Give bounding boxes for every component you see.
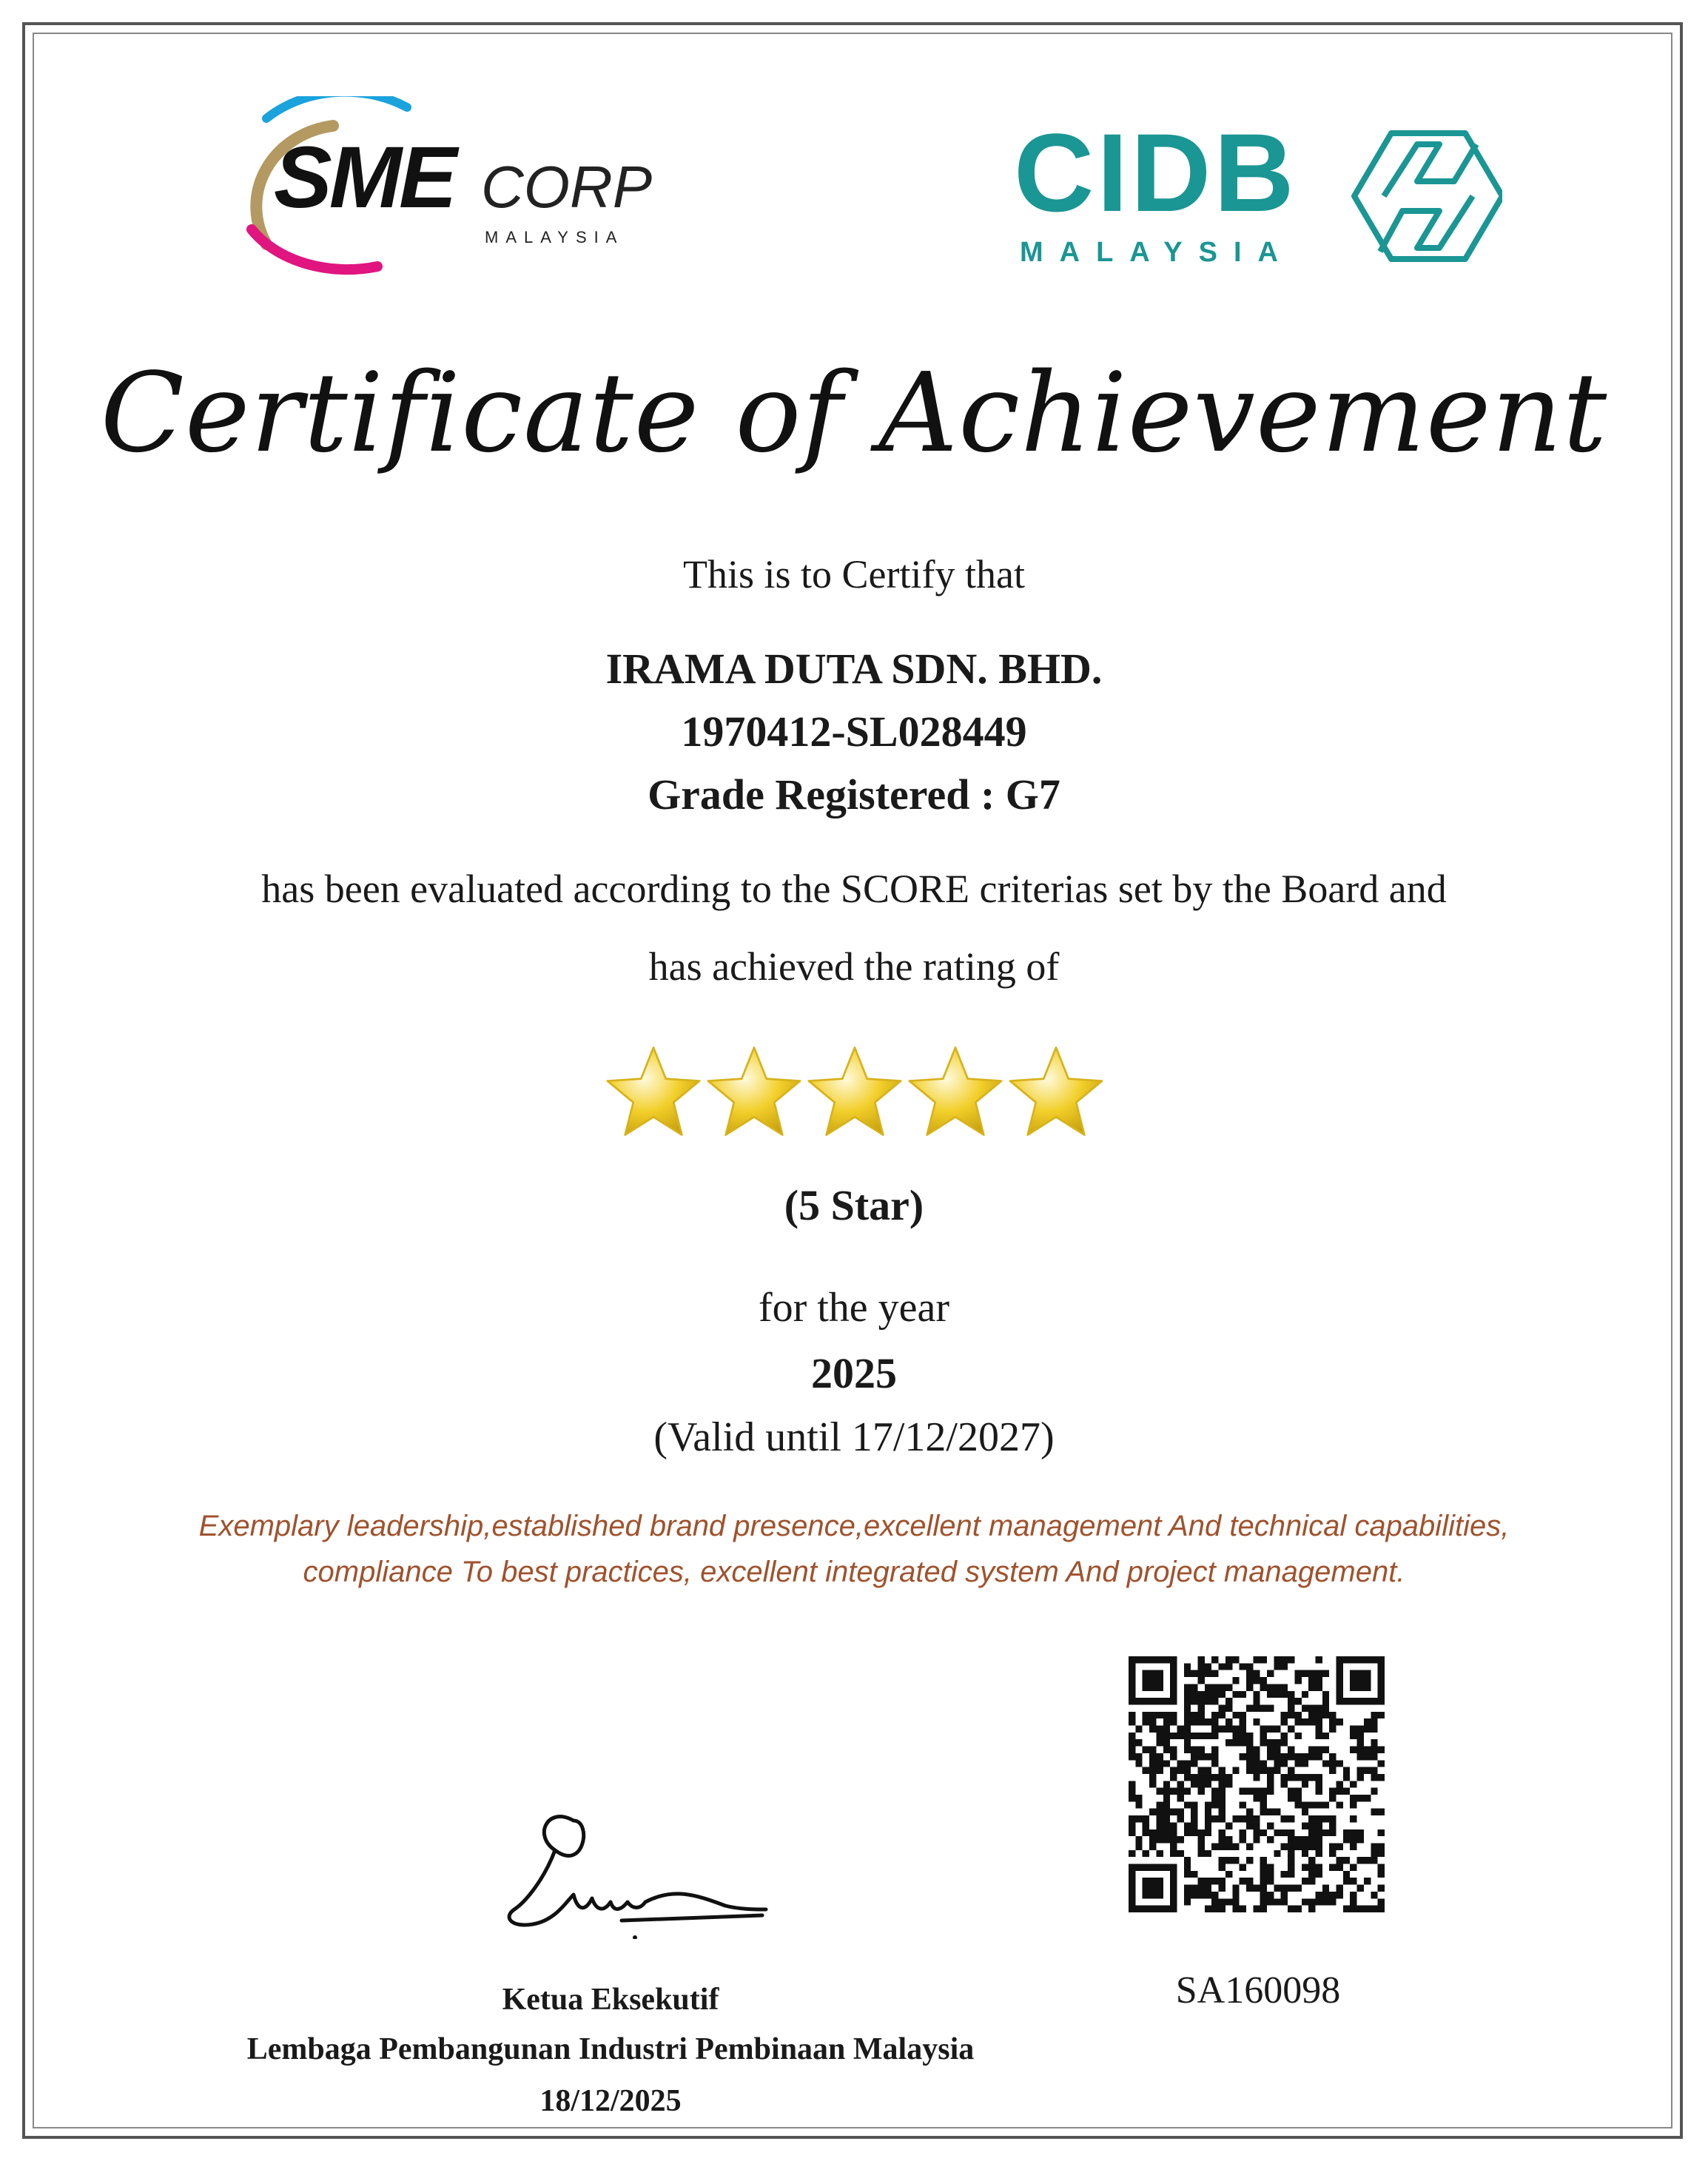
cidb-hexagon-icon: [1354, 133, 1502, 259]
certificate-title: Certificate of Achievement: [100, 349, 1608, 477]
tagline-line-1: Exemplary leadership,established brand presence,excellent management And technical capabilities,: [198, 1510, 1510, 1542]
evaluation-statement-line-2: has achieved the rating of: [648, 944, 1060, 989]
sme-logo-country: MALAYSIA: [485, 228, 625, 246]
cidb-logo: [1014, 122, 1502, 278]
for-the-year-label: for the year: [758, 1285, 950, 1331]
signatory-organization: Lembaga Pembangunan Industri Pembinaan Malaysia: [246, 2032, 975, 2066]
registered-grade: Grade Registered : G7: [648, 770, 1060, 819]
certificate-serial-number: SA160098: [1175, 1969, 1341, 2012]
evaluation-statement-line-1: has been evaluated according to the SCORE criterias set by the Board and: [261, 867, 1447, 911]
star-icon: [905, 1044, 1006, 1144]
sme-logo-suffix: CORP: [481, 154, 653, 220]
rating-label: (5 Star): [784, 1181, 924, 1229]
star-icon: [704, 1044, 804, 1144]
company-name: IRAMA DUTA SDN. BHD.: [605, 645, 1103, 693]
star-icon: [603, 1044, 704, 1144]
cidb-logo-word: CIDB: [1014, 122, 1297, 235]
certify-intro: This is to Certify that: [683, 552, 1025, 597]
cidb-logo-country: MALAYSIA: [1020, 237, 1294, 268]
star-rating: [603, 1044, 1106, 1147]
signatory-title: Ketua Eksekutif: [502, 1983, 719, 2017]
tagline-line-2: compliance To best practices, excellent integrated system And project management.: [303, 1556, 1405, 1588]
star-icon: [804, 1044, 905, 1144]
award-year: 2025: [811, 1349, 897, 1397]
sme-logo-word: SME: [274, 129, 454, 226]
registration-number: 1970412-SL028449: [681, 708, 1027, 756]
signature-date: 18/12/2025: [539, 2084, 682, 2118]
validity-date: (Valid until 17/12/2027): [653, 1414, 1055, 1460]
handwritten-signature: [503, 1791, 770, 1939]
sme-corp-logo: [222, 96, 696, 289]
star-icon: [1006, 1044, 1106, 1144]
qr-code-icon[interactable]: [1129, 1656, 1385, 1912]
